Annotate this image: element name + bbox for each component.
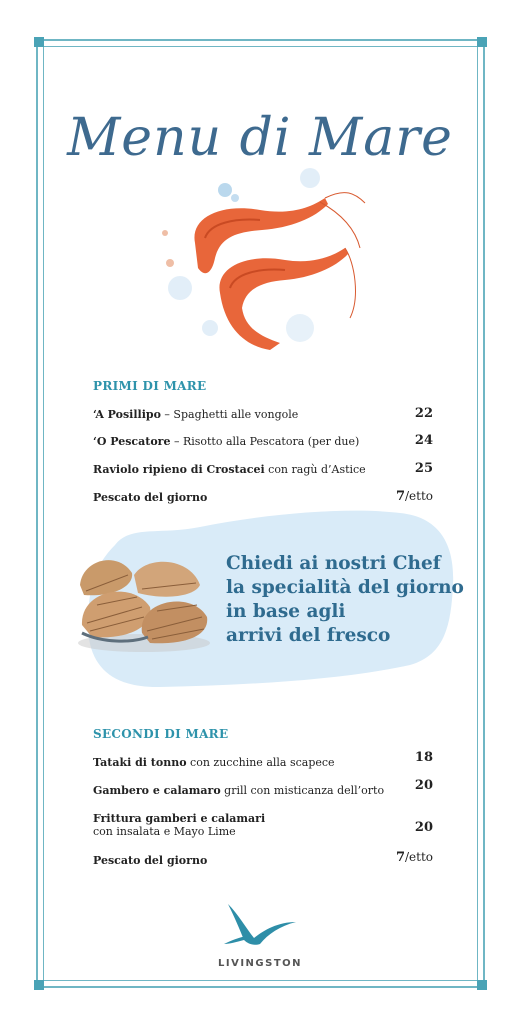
- item-desc: con zucchine alla scapece: [186, 756, 335, 769]
- item-name: Gambero e calamaro: [93, 784, 221, 797]
- item-price: 18: [414, 750, 433, 765]
- menu-item: [93, 778, 433, 797]
- item-desc: grill con misticanza dell’orto: [220, 784, 385, 797]
- item-price: 7/etto: [395, 489, 433, 504]
- clams-illustration: [72, 545, 217, 655]
- chef-note-line: Chiedi ai nostri Chef: [226, 553, 441, 574]
- item-name: Raviolo ripieno di Crostacei: [93, 463, 265, 476]
- item-name: Frittura gamberi e calamari: [93, 812, 266, 825]
- item-price: 20: [414, 820, 433, 835]
- item-desc: con insalata e Mayo Lime: [93, 825, 236, 838]
- section-title-secondi: SECONDI DI MARE: [93, 727, 229, 741]
- brand-name: LIVINGSTON: [217, 958, 303, 969]
- item-price: 25: [414, 461, 433, 476]
- corner-ornament-tr: [477, 37, 487, 47]
- menu-item: [93, 750, 433, 769]
- menu-item: [93, 491, 433, 504]
- item-price: 7/etto: [395, 850, 433, 865]
- seagull-icon: [220, 900, 300, 950]
- item-name: Tataki di tonno: [93, 756, 187, 769]
- item-name: Pescato del giorno: [93, 491, 208, 504]
- menu-item: [93, 435, 433, 448]
- item-name: ‘O Pescatore: [93, 435, 171, 448]
- corner-ornament-bl: [34, 980, 44, 990]
- item-name: ‘A Posillipo: [93, 408, 161, 421]
- menu-title: Menu di Mare: [67, 108, 453, 168]
- menu-item: [93, 463, 433, 476]
- item-desc: – Risotto alla Pescatora (per due): [170, 435, 360, 448]
- item-name: Pescato del giorno: [93, 854, 208, 867]
- item-desc: con ragù d’Astice: [264, 463, 366, 476]
- section-title-primi: PRIMI DI MARE: [93, 379, 207, 393]
- brand-logo: [200, 900, 320, 969]
- item-price: 20: [414, 778, 433, 793]
- menu-item: [93, 408, 433, 421]
- menu-item: [93, 850, 433, 867]
- corner-ornament-tl: [34, 37, 44, 47]
- chef-note-line: arrivi del fresco: [226, 625, 391, 646]
- chef-note-line: la specialità del giorno: [226, 577, 464, 598]
- menu-item: [93, 812, 433, 838]
- chef-note-line: in base agli: [226, 601, 346, 622]
- item-price: 24: [414, 433, 433, 448]
- item-desc: – Spaghetti alle vongole: [160, 408, 299, 421]
- item-price: 22: [414, 406, 433, 421]
- chef-special-note: [226, 552, 466, 648]
- corner-ornament-br: [477, 980, 487, 990]
- shrimp-illustration: [150, 168, 370, 358]
